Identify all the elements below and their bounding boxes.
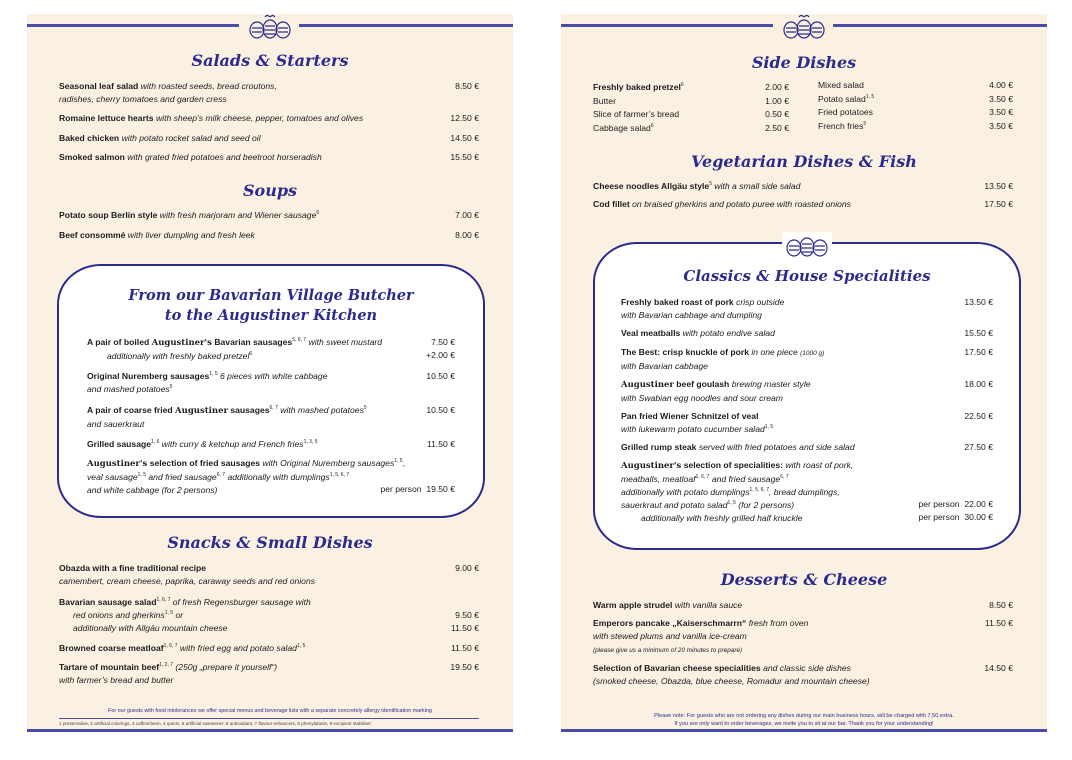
dish-desc: with sheep’s milk cheese, pepper, tomatoes and olives [155,113,364,123]
allergen-mark: 1, 5 [137,472,146,479]
dish-price: 8.50 € [455,81,479,91]
dish-name: Baked chicken [59,133,120,143]
menu-item: Mixed salad 4.00 € [818,80,1013,90]
dish-price: 9.50 € [455,610,479,620]
per-person-label: per person [380,484,422,494]
dish-desc: with Original Nuremberg sausages [262,458,395,468]
dish-price: 22.00 € [964,499,993,509]
dish-desc: (smoked cheese, Obazda, blue cheese, Romadur and mountain cheese) [593,676,870,686]
menu-item [59,642,479,655]
dish-desc: with grated fried potatoes and beetroot horseradish [127,152,322,162]
menu-item [593,198,1013,211]
hops-crest-icon [782,232,832,260]
menu-item: Butter 1.00 € [593,95,789,106]
dish-name: selection of specialities: [683,460,784,470]
dish-price: 15.50 € [964,328,993,338]
bottom-rule [27,729,513,732]
right-menu-page [561,14,1047,732]
dish-desc: with roasted seeds, bread croutons, [140,81,277,91]
beverage-note: If you are only want to order beverages, we invite you to sit at our bar. Thank you for your understanding! [674,721,934,727]
dish-name: Cod fillet [593,199,630,209]
augustiner-wordmark: Augustiner [621,380,674,390]
dish-desc: and fried sausage [148,472,217,482]
section-title-snacks: Snacks & Small Dishes [167,533,373,552]
dish-price: 17.50 € [984,199,1013,209]
left-menu-page [27,14,513,732]
dish-price: 8.50 € [989,600,1013,610]
dish-desc: with mashed potatoes [280,405,364,415]
dish-price: 11.50 € [984,618,1013,628]
dish-name: Bavarian sausage salad [59,597,157,607]
menu-item [59,151,479,164]
section-title-salads: Salads & Starters [191,51,349,70]
menu-item [59,661,479,687]
hops-crest-icon [779,14,829,42]
menu-item [59,132,479,145]
dish-name: Beef consommé [59,230,126,240]
dish-desc: radishes, cherry tomatoes and garden cress [59,94,227,104]
dish-name: Veal meatballs [621,328,681,338]
dish-price: 14.50 € [450,133,479,143]
top-rule [561,24,773,27]
dish-name: Romaine lettuce hearts [59,113,154,123]
dish-desc: crisp outside [736,297,785,307]
menu-item: Fried potatoes 3.50 € [818,107,1013,117]
section-title-vegetarian: Vegetarian Dishes & Fish [691,152,917,171]
menu-item [621,296,993,322]
menu-item: Cabbage salad$^6$ 2.50 € [593,122,789,133]
dish-price: 13.50 € [964,297,993,307]
allergen-mark: 1, 5 [164,610,174,617]
allergen-mark: 5 [169,384,173,391]
dish-desc: veal sausage [87,472,138,482]
allergen-mark: 6, 7 [269,405,278,412]
dish-desc: with Swabian egg noodles and sour cream [621,393,783,403]
dish-desc: with fresh marjoram and Wiener sausage [159,210,317,220]
dish-desc: with sweet mustard [308,337,383,347]
dish-desc: or [175,610,184,620]
dish-desc: of fresh Regensburger sausage with [172,597,311,607]
allergen-mark: 1, 5, 6, 7 [329,472,350,479]
menu-item [59,80,479,106]
menu-item [87,336,455,363]
allergen-mark: 5 [709,181,712,188]
dish-desc: with fried egg and potato salad [179,643,297,653]
dish-desc: and mashed potatoes [87,384,170,394]
top-rule [833,24,1047,27]
dish-price: 7.50 € [431,337,455,347]
frame-title: Classics & House Specialities [683,267,931,285]
dish-desc: with liver dumpling and fresh leek [127,230,255,240]
preparation-note: (please give us a minimum of 20 minutes to prepare) [593,647,743,654]
dish-desc: and sauerkraut [87,419,145,429]
allergy-footer-note: For our guests with food intolerances we offer special menus and beverage lists with a separate concretely allergy identification marking [108,708,432,714]
menu-item: Slice of farmer’s bread 0.50 € [593,109,789,119]
dish-desc: with potato rocket salad and seed oil [121,133,261,143]
dish-price: 30.00 € [964,512,993,522]
dish-price: 11.50 € [426,439,455,449]
dish-name: A pair of boiled [87,337,150,347]
menu-item [87,404,455,431]
dish-weight: (1000 g) [800,350,825,357]
dish-price: +2.00 € [426,350,455,360]
dish-price: 19.50 € [426,484,455,494]
allergen-mark: 1, 5 [727,500,736,507]
dish-name: Grilled rump steak [621,442,697,452]
bottom-rule [561,729,1047,732]
side-dishes-col1 [593,81,789,135]
allergen-mark: 1, 3, 5 [303,439,318,446]
menu-item: Freshly baked pretzel$^6$ 2.00 € [593,82,789,92]
dish-desc: and white cabbage (for 2 persons) [87,485,218,495]
dish-desc: with roast of pork, [785,460,854,470]
dish-desc: (250g „prepare it yourself“) [175,662,278,672]
per-person-label: per person [918,512,960,522]
dish-desc: (for 2 persons) [738,500,795,510]
dish-name: The Best: crisp knuckle of pork [621,347,749,357]
dish-name: Seasonal leaf salad [59,81,139,91]
allergen-mark: 1, 6, 7 [163,643,178,650]
top-rule [299,24,513,27]
menu-item [593,617,1013,657]
dish-price: 22.50 € [964,411,993,421]
allergen-mark: 1, 5 [764,424,774,431]
dish-desc: , bread dumplings, [768,487,840,497]
augustiner-wordmark: Augustiner [175,406,228,416]
dish-desc: with curry & ketchup and French fries [161,439,304,449]
dish-price: 12.50 € [450,113,479,123]
menu-item [59,229,479,242]
menu-item [593,180,1013,193]
butcher-specials-frame [57,264,485,518]
dish-desc: with Bavarian cabbage [621,361,708,371]
dish-desc: additionally with potato dumplings [621,487,750,497]
dish-desc: with Bavarian cabbage and dumpling [621,310,762,320]
dish-name: Warm apple strudel [593,600,673,610]
menu-item [621,378,993,405]
allergen-mark: 1, 6, 7 [695,474,710,481]
allergen-mark: 1, 5 [296,643,306,650]
dish-price: 11.50 € [450,643,479,653]
dish-price: 15.50 € [450,152,479,162]
dish-desc: additionally with freshly grilled half knuckle [641,513,803,523]
menu-item [621,410,993,436]
dish-desc: red onions and gherkins [73,610,165,620]
section-title-side-dishes: Side Dishes [751,53,857,72]
menu-item: Augustiner's selection of fried sausages with Original Nuremberg sausages$^{1, 5}$, veal sausage$^{1, 5}$ and fried sausage$^{6, 7}$ additionally with dumplings$^{1, 5, 6, 7}$ and white cabbage (for 2 persons) per person 19.50 € [87,458,455,495]
allergen-mark: 1, 2, 7 [159,662,174,669]
dish-price: 14.50 € [984,663,1013,673]
dish-price: 17.50 € [964,347,993,357]
dish-desc: on braised gherkins and potato puree with roasted onions [632,199,851,209]
menu-item [59,562,479,588]
hops-crest-icon [245,14,295,42]
dish-price: 7.00 € [455,210,479,220]
dish-desc: with a small side salad [714,181,801,191]
allergen-mark: 5 [363,405,367,412]
section-title-desserts: Desserts & Cheese [720,570,888,589]
menu-item [621,327,993,340]
dish-desc: and fried sausage [711,474,781,484]
menu-item [87,438,455,451]
menu-item: Potato salad$^{1, 5}$ 3.50 € [818,93,1013,104]
dish-price: 27.50 € [964,442,993,452]
dish-desc: additionally with Allgäu mountain cheese [73,623,228,633]
dish-desc: with stewed plums and vanilla ice-cream [593,631,747,641]
dish-name: Original Nuremberg sausages [87,371,210,381]
augustiner-wordmark: Augustiner's [151,338,212,348]
allergen-mark: 1, 5, 6, 7 [749,487,769,494]
dish-price: 9.00 € [455,563,479,573]
dish-desc: camembert, cream cheese, paprika, caraway seeds and red onions [59,576,316,586]
dish-price: 10.50 € [426,405,455,415]
allergen-mark: 5, 6, 7 [292,337,307,344]
dish-desc: with potato endive salad [682,328,775,338]
dish-desc: with lukewarm potato cucumber salad [621,424,765,434]
dish-desc: and classic side dishes [763,663,851,673]
allergen-mark: 1, 5 [209,371,218,378]
dish-name: Pan fried Wiener Schnitzel of veal [621,411,759,421]
dish-name: Selection of Bavarian cheese specialities [593,663,761,673]
dish-name: Browned coarse meatloaf [59,643,164,653]
dish-price: 8.00 € [455,230,479,240]
menu-item [621,346,993,373]
dish-desc: additionally with freshly baked pretzel [107,351,250,361]
section-title-soups: Soups [242,181,298,200]
menu-item [621,441,993,454]
frame-title: From our Bavarian Village Butcher to the Augustiner Kitchen [128,287,414,324]
service-charge-note: Please note: For guests who are not ordering any dishes during our main business hours, will be charged with 7,50 extra. [654,713,954,719]
dish-name: beef goulash [676,379,730,389]
dish-name: Smoked salmon [59,152,125,162]
augustiner-wordmark: Augustiner's [87,459,148,469]
dish-desc: additionally with dumplings [227,472,330,482]
dish-name: Freshly baked roast of pork [621,297,734,307]
dish-price: 13.50 € [984,181,1013,191]
menu-item: French fries$^5$ 3.50 € [818,120,1013,131]
dish-desc: in one piece [751,347,798,357]
dish-price: 11.50 € [450,623,479,633]
menu-item [621,459,993,525]
menu-item [59,112,479,125]
menu-item [59,209,479,222]
dish-name: A pair of coarse fried [87,405,173,415]
allergen-mark: 6, 7 [780,474,789,481]
dish-name: Tartare of mountain beef [59,662,160,672]
dish-desc: 6 pieces with white cabbage [220,371,328,381]
top-rule [27,24,239,27]
side-dishes-col2 [818,79,1013,133]
dish-price: 10.50 € [426,371,455,381]
dish-name: Grilled sausage [87,439,152,449]
menu-item [593,662,1013,688]
dish-desc: sauerkraut and potato salad [621,500,728,510]
dish-desc: fresh from oven [748,618,809,628]
menu-item [59,596,479,635]
house-specials-frame [593,242,1021,550]
allergen-mark: 1, 5 [394,458,403,465]
dish-name: Emperors pancake „Kaiserschmarrn“ [593,618,747,628]
dish-name: sausages [230,405,270,415]
dish-desc: with farmer’s bread and butter [59,675,174,685]
augustiner-wordmark: Augustiner's [621,461,682,471]
allergen-mark: 1, 6, 7 [156,597,171,604]
additives-legend: 1 preservative, 2 artificial colorings, 3 caffein/teein, 4 quinin, 5 artificial sweetener, 6 antioxidant, 7 flavour enhancers, 8 phenylalanin, 9 excipient stabiliser [59,718,479,727]
dish-desc: meatballs, meatloaf [621,474,696,484]
per-person-label: per person [918,499,960,509]
menu-item [593,599,1013,612]
allergen-mark: 6 [316,210,320,217]
allergen-mark: 6, 7 [216,472,226,479]
allergen-mark: 6 [249,351,253,358]
dish-desc: served with fried potatoes and side salad [698,442,855,452]
dish-name: Bavarian sausages [214,337,293,347]
dish-desc: brewing master style [731,379,811,389]
dish-price: 18.00 € [964,379,993,389]
dish-name: selection of fried sausages [149,458,261,468]
dish-desc: with vanilla sauce [674,600,743,610]
allergen-mark: 1, 6 [151,439,160,446]
dish-name: Potato soup Berlin style [59,210,158,220]
dish-price: 19.50 € [450,662,479,672]
dish-name: Obazda with a fine traditional recipe [59,563,207,573]
dish-name: Cheese noodles Allgäu style [593,181,710,191]
menu-item [87,370,455,396]
